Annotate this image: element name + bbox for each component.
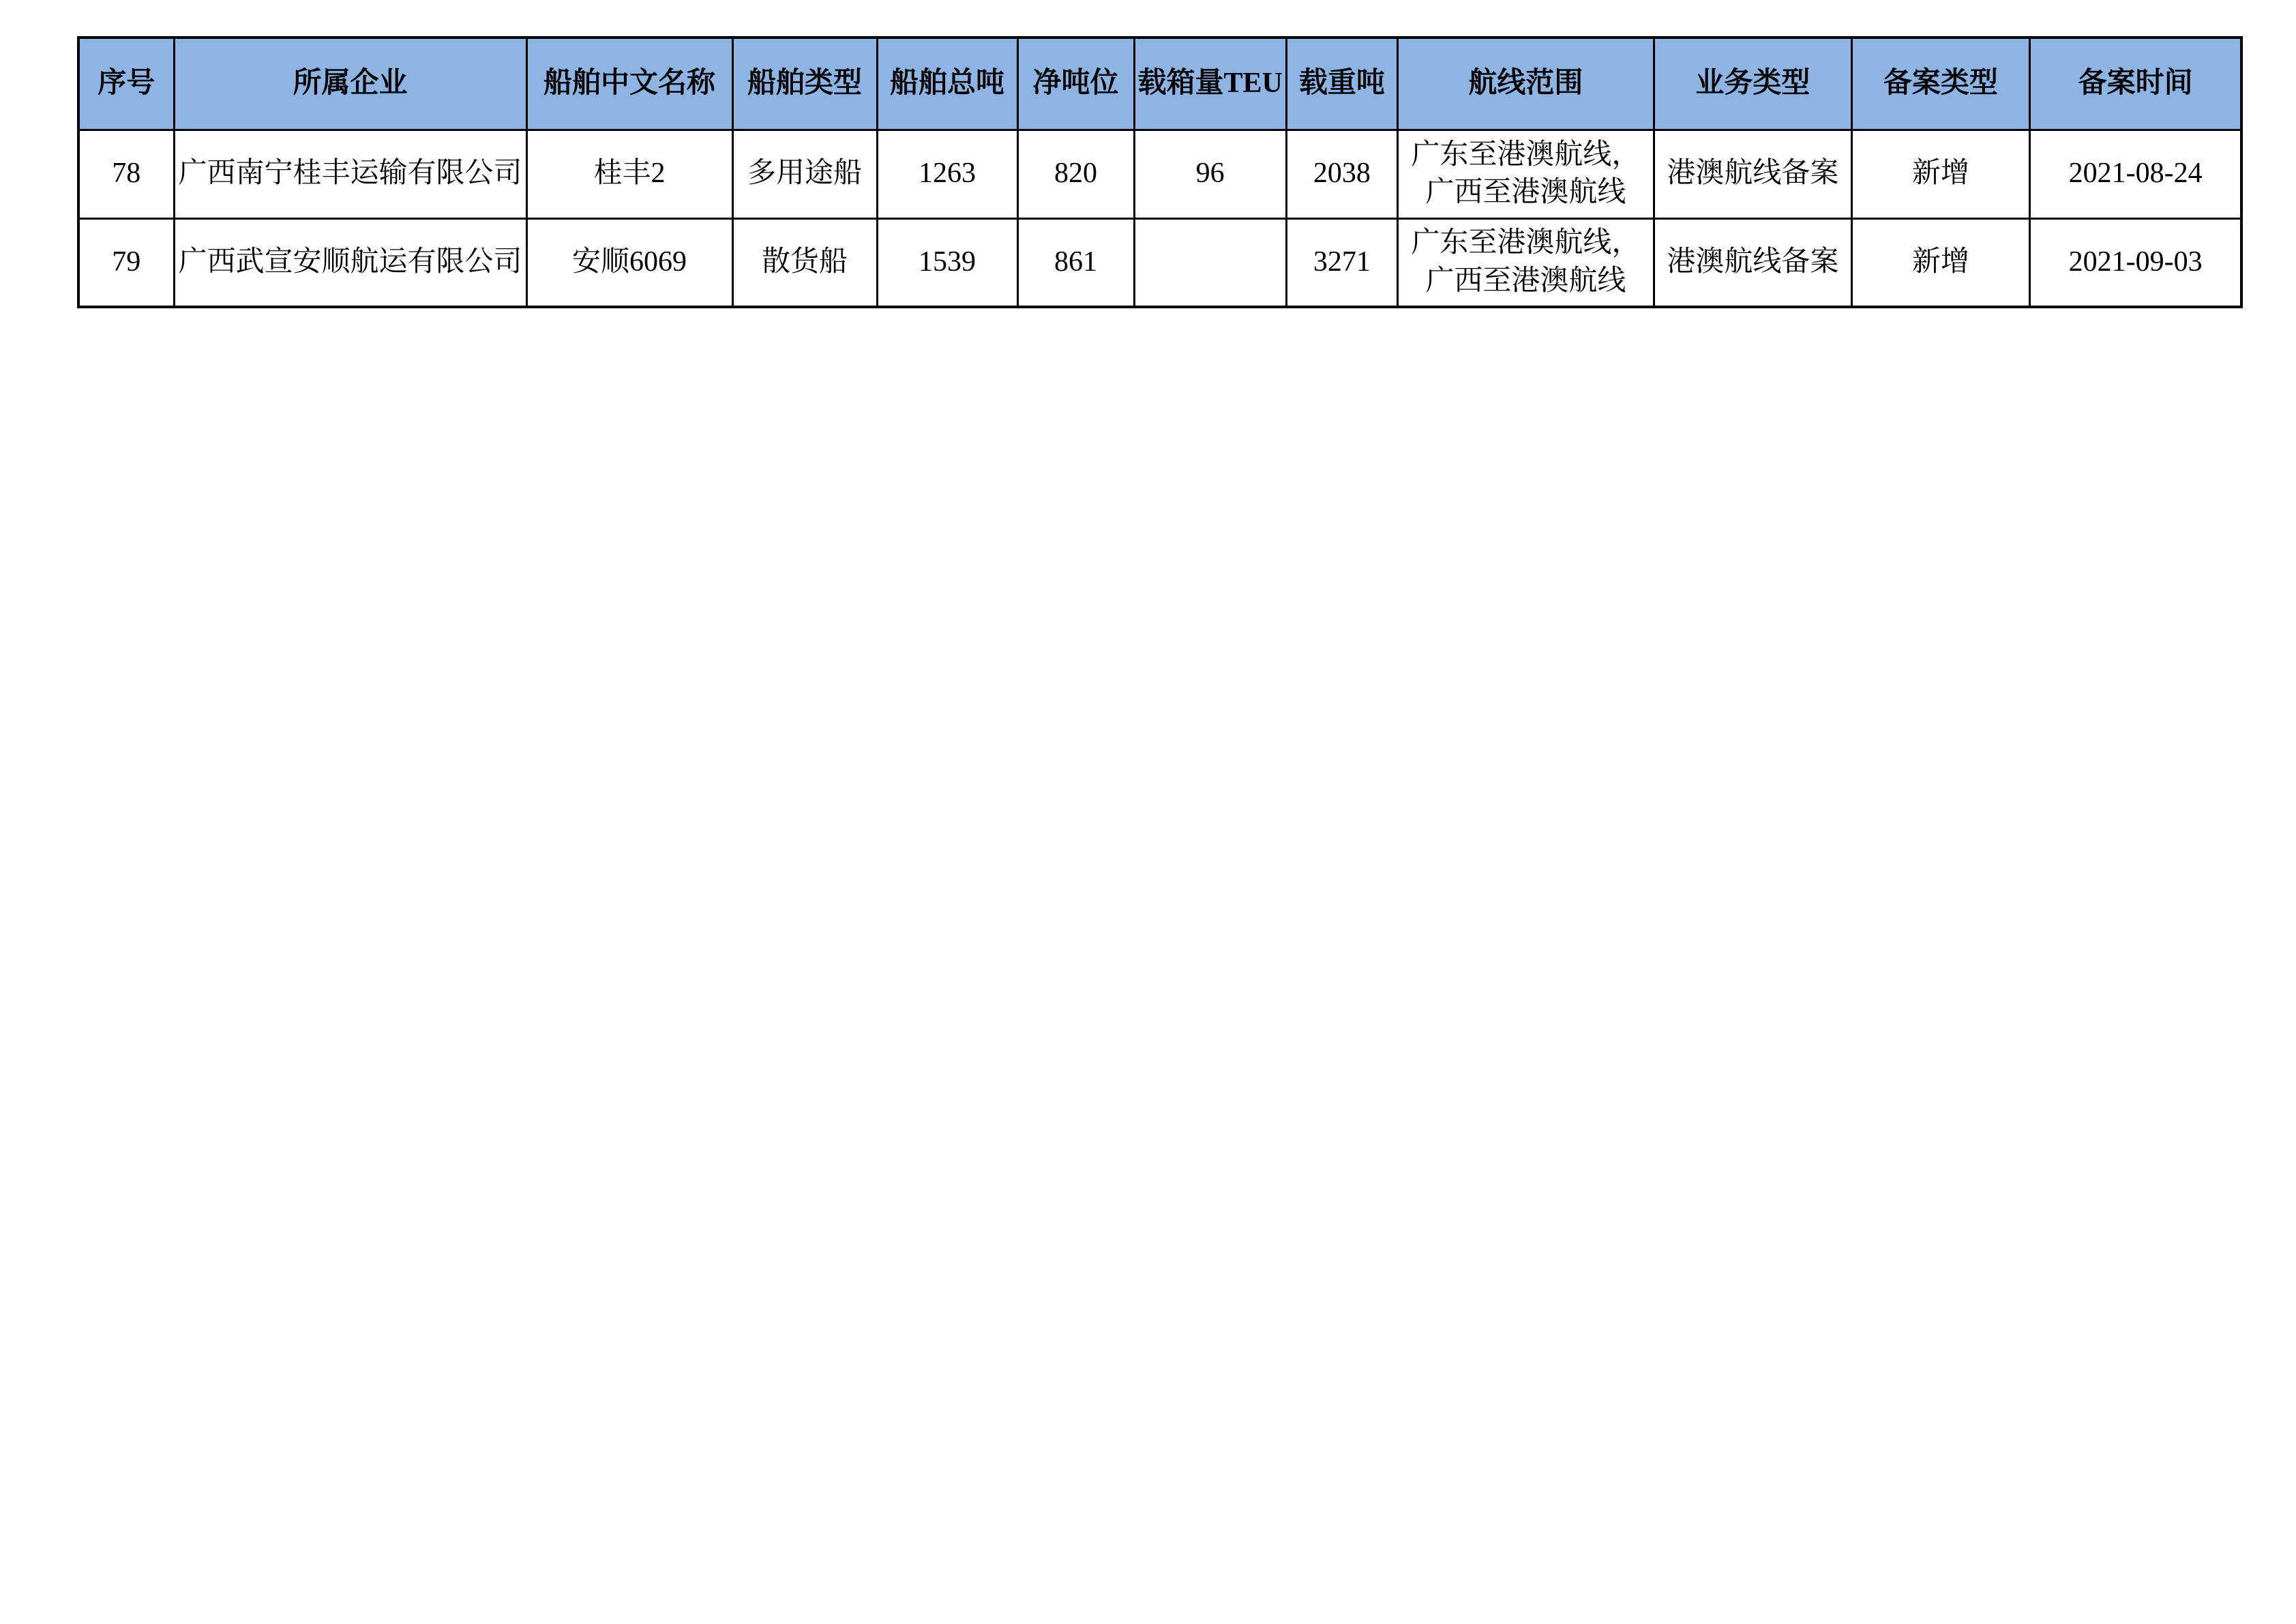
cell-deadweight: 3271 [1286, 218, 1397, 307]
cell-route-scope: 广东至港澳航线，广西至港澳航线 [1397, 130, 1654, 218]
col-header-ship-type: 船舶类型 [732, 38, 877, 130]
cell-teu-capacity: 96 [1134, 130, 1286, 218]
col-header-record-date: 备案时间 [2029, 38, 2241, 130]
table-header-row [78, 38, 2241, 130]
cell-net-tonnage: 861 [1017, 218, 1134, 307]
col-header-ship-name: 船舶中文名称 [526, 38, 732, 130]
cell-gross-tonnage: 1539 [877, 218, 1017, 307]
cell-ship-name: 桂丰2 [526, 130, 732, 218]
cell-company: 广西武宣安顺航运有限公司 [174, 218, 526, 307]
cell-ship-type: 散货船 [732, 218, 877, 307]
col-header-deadweight: 载重吨 [1286, 38, 1397, 130]
col-header-gross-tonnage: 船舶总吨 [877, 38, 1017, 130]
col-header-record-type: 备案类型 [1851, 38, 2029, 130]
cell-business-type: 港澳航线备案 [1654, 218, 1851, 307]
col-header-seq: 序号 [78, 38, 174, 130]
col-header-net-tonnage: 净吨位 [1017, 38, 1134, 130]
cell-net-tonnage: 820 [1017, 130, 1134, 218]
col-header-teu-capacity: 载箱量TEU [1134, 38, 1286, 130]
ship-record-table [77, 36, 2243, 308]
cell-deadweight: 2038 [1286, 130, 1397, 218]
cell-route-scope: 广东至港澳航线，广西至港澳航线 [1397, 218, 1654, 307]
cell-seq: 79 [78, 218, 174, 307]
cell-record-type: 新增 [1851, 218, 2029, 307]
table-row [78, 130, 2241, 218]
cell-record-type: 新增 [1851, 130, 2029, 218]
cell-teu-capacity [1134, 218, 1286, 307]
cell-gross-tonnage: 1263 [877, 130, 1017, 218]
cell-company: 广西南宁桂丰运输有限公司 [174, 130, 526, 218]
col-header-company: 所属企业 [174, 38, 526, 130]
col-header-business-type: 业务类型 [1654, 38, 1851, 130]
cell-seq: 78 [78, 130, 174, 218]
cell-record-date: 2021-08-24 [2029, 130, 2241, 218]
cell-record-date: 2021-09-03 [2029, 218, 2241, 307]
cell-ship-name: 安顺6069 [526, 218, 732, 307]
cell-ship-type: 多用途船 [732, 130, 877, 218]
table-row [78, 218, 2241, 307]
cell-business-type: 港澳航线备案 [1654, 130, 1851, 218]
col-header-route-scope: 航线范围 [1397, 38, 1654, 130]
